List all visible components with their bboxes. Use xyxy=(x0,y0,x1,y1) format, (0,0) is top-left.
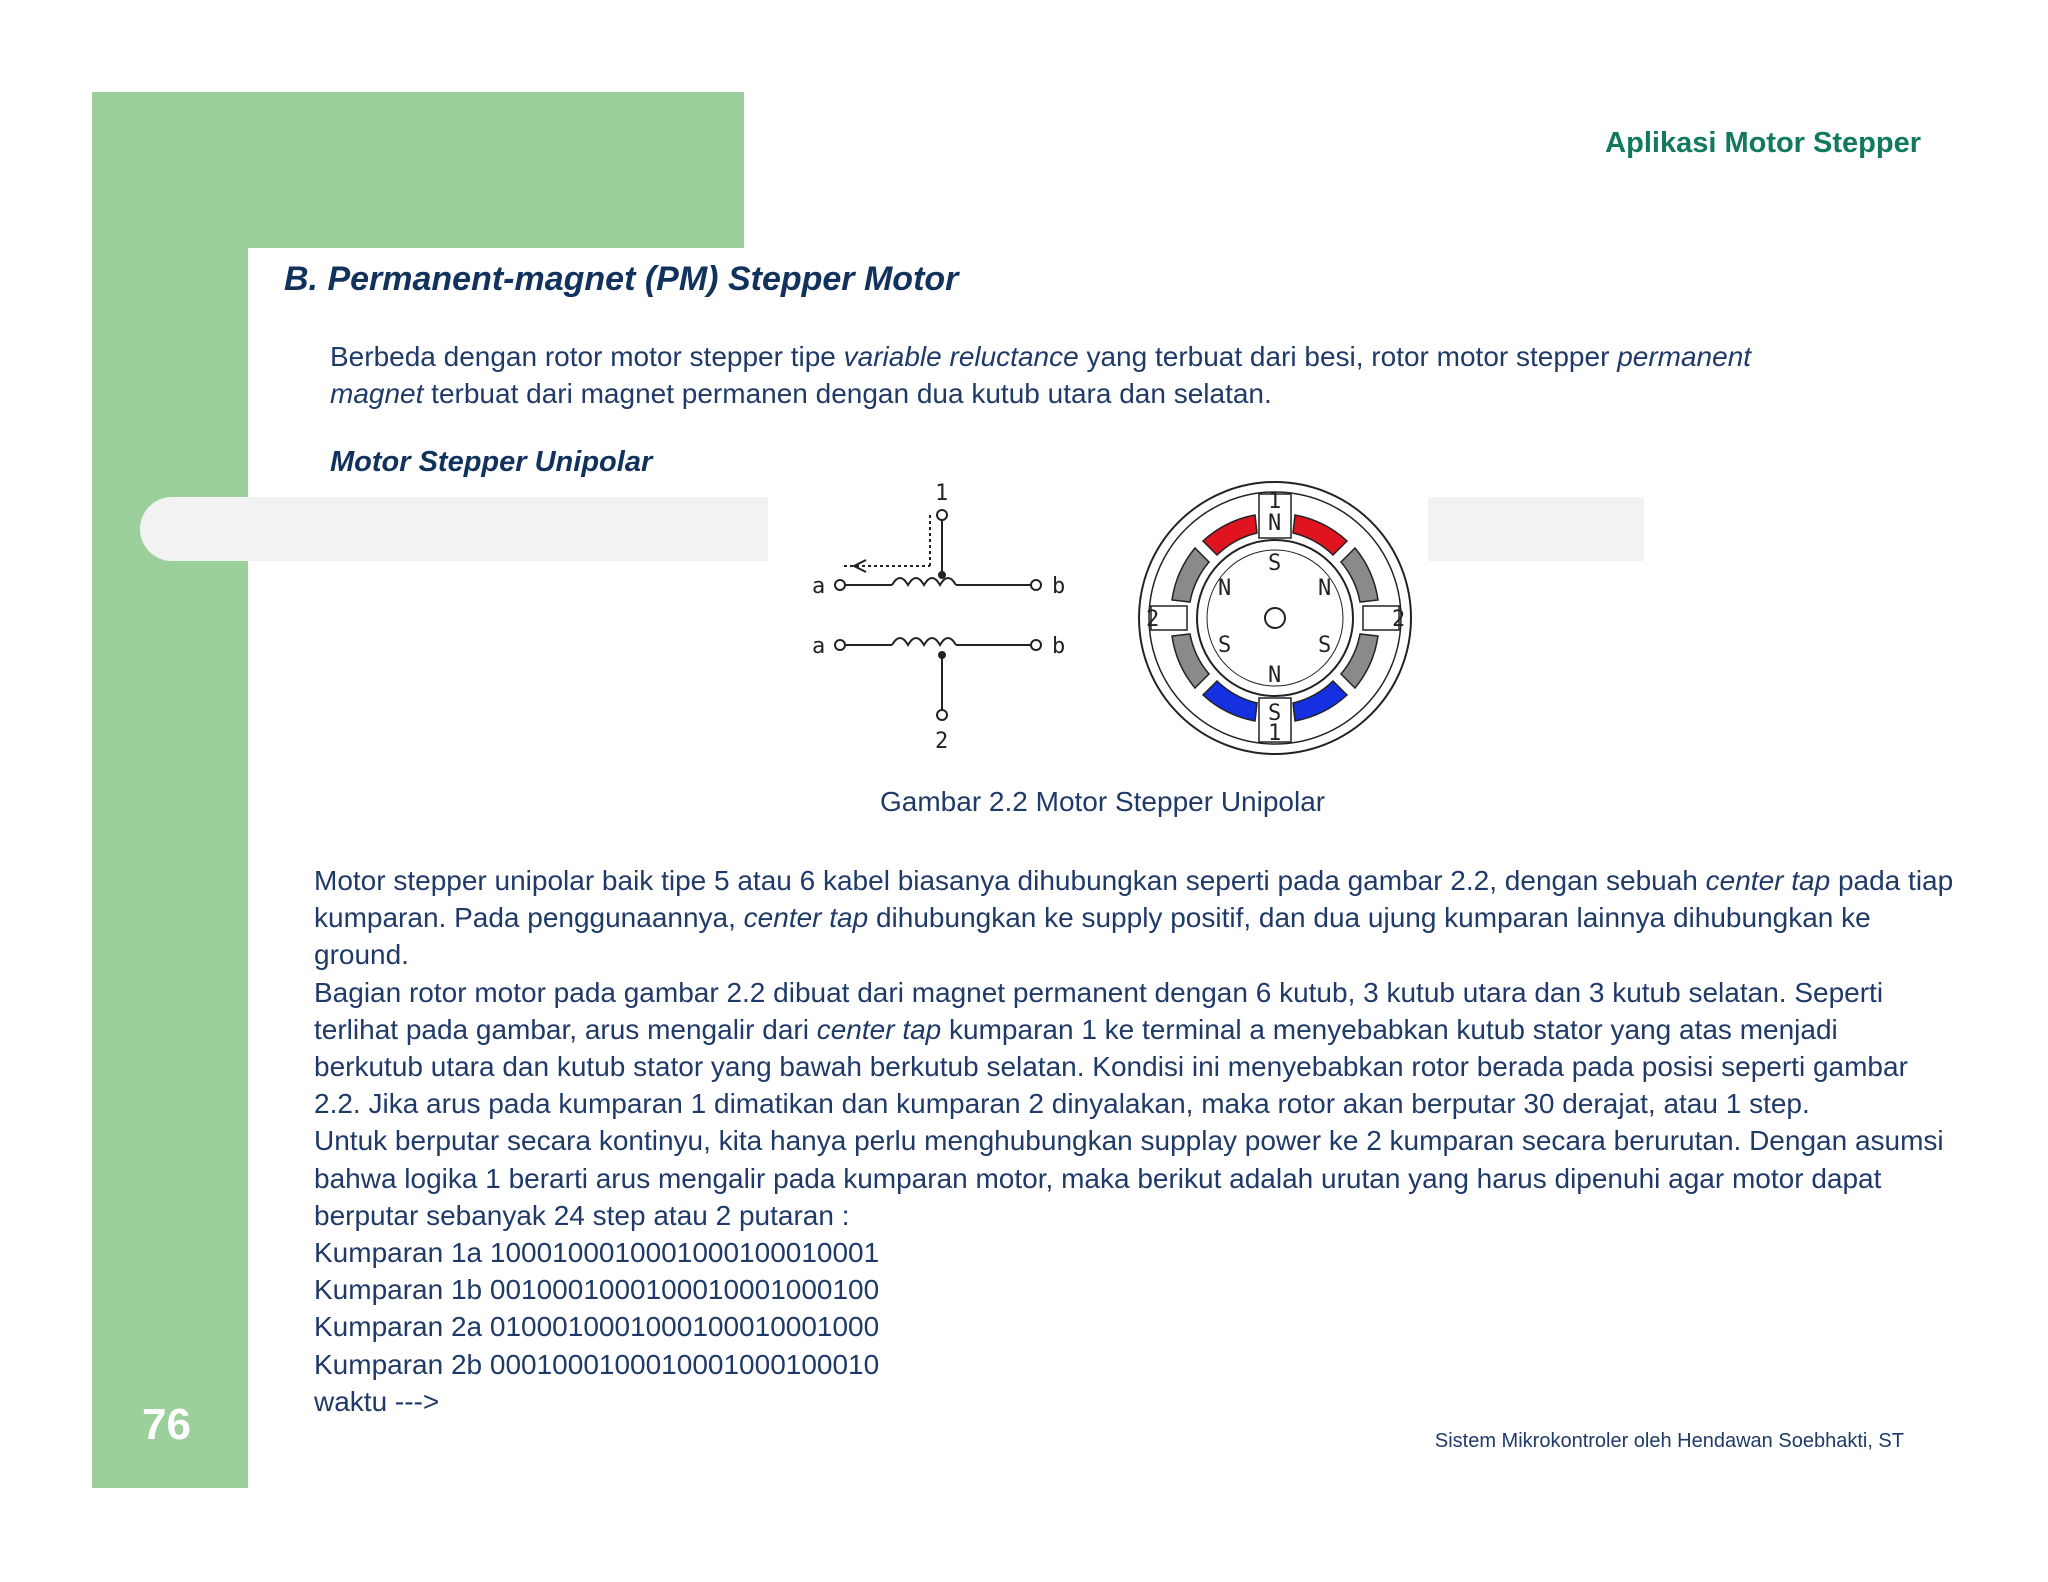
rotor-label-n-right: N xyxy=(1318,576,1332,601)
figure-svg xyxy=(800,478,1420,758)
coil-label-1: 1 xyxy=(935,481,949,506)
rotor-label-n-left: N xyxy=(1218,576,1232,601)
footer-credit: Sistem Mikrokontroler oleh Hendawan Soebhakti, ST xyxy=(1434,1430,1904,1452)
rotor-label-s-bottom: S xyxy=(1268,701,1282,726)
page-header-title: Aplikasi Motor Stepper xyxy=(1605,127,1921,159)
decorative-gray-bar xyxy=(140,497,768,561)
section-heading: B. Permanent-magnet (PM) Stepper Motor xyxy=(284,260,959,298)
rotor-label-2-left: 2 xyxy=(1146,607,1160,632)
rotor-label-1-bottom: 1 xyxy=(1268,721,1282,746)
sequence-line: Kumparan 1b 001000100010001000100010​0 xyxy=(314,1274,880,1306)
green-top-block xyxy=(92,92,744,248)
sequence-line: Kumparan 2b 000100010001000100010001​0 xyxy=(314,1348,880,1380)
decorative-gray-bar-right xyxy=(1428,497,1644,561)
green-side-bar xyxy=(92,92,248,1488)
sequence-line: Kumparan 2a 010001000100010001000100​0 xyxy=(314,1311,880,1343)
page-number: 76 xyxy=(142,1400,191,1449)
sequence-line: Kumparan 1a 100010001000100010001000​1 xyxy=(314,1237,880,1269)
rotor-label-s-inner-top: S xyxy=(1268,551,1282,576)
coil-label-a-bottom: a xyxy=(812,634,826,659)
rotor-label-n-inner-bottom: N xyxy=(1268,663,1282,688)
intro-paragraph: Berbeda dengan rotor motor stepper tipe variable reluctance yang terbuat dari besi, rotor motor stepper permanent magnet terbuat dari magnet permanen dengan dua kutub utara dan selatan. xyxy=(330,341,1752,409)
rotor-label-n-top: N xyxy=(1268,511,1282,536)
rotor-label-2-right: 2 xyxy=(1392,607,1406,632)
paragraph-3: Untuk berputar secara kontinyu, kita hanya perlu menghubungkan supplay power ke 2 kumparan secara berurutan. Dengan asumsi bahwa logika 1 berarti arus mengalir pada kumparan motor, maka berikut adalah urutan yang harus dipenuhi agar motor dapat berputar sebanyak 24 step atau 2 putaran : xyxy=(314,1125,1944,1231)
coil-label-a-top: a xyxy=(812,574,826,599)
coil-schematic xyxy=(835,510,1041,720)
coil-label-b-bottom: b xyxy=(1052,634,1066,659)
sequence-line: waktu ---> xyxy=(314,1385,440,1417)
rotor-label-1-top: 1 xyxy=(1268,489,1282,514)
paragraph-2: Bagian rotor motor pada gambar 2.2 dibuat dari magnet permanent dengan 6 kutub, 3 kutub utara dan 3 kutub selatan. Seperti terlihat pada gambar, arus mengalir dari center tap kumparan 1 ke terminal a menyebabkan kutub stator yang atas menjadi berkutub utara dan kutub stator yang bawah berkutub selatan. Kondisi ini menyebabkan rotor berada pada posisi seperti gambar 2.2. Jika arus pada kumparan 1 dimatikan dan kumparan 2 dinyalakan, maka rotor akan berputar 30 derajat, atau 1 step. xyxy=(314,976,1908,1120)
coil-label-2: 2 xyxy=(935,729,949,754)
paragraph-1: Motor stepper unipolar baik tipe 5 atau 6 kabel biasanya dihubungkan seperti pada gambar 2.2, dengan sebuah center tap pada tiap kumparan. Pada penggunaannya, center tap dihubungkan ke supply positif, dan dua ujung kumparan lainnya dihubungkan ke ground. xyxy=(314,865,1954,971)
rotor-label-s-left: S xyxy=(1218,633,1232,658)
rotor-label-s-right: S xyxy=(1318,633,1332,658)
figure-stepper-motor xyxy=(800,478,1420,758)
sub-heading: Motor Stepper Unipolar xyxy=(330,446,653,478)
figure-caption: Gambar 2.2 Motor Stepper Unipolar xyxy=(880,786,1326,817)
body-text xyxy=(314,862,1954,1420)
coil-label-b-top: b xyxy=(1052,574,1066,599)
